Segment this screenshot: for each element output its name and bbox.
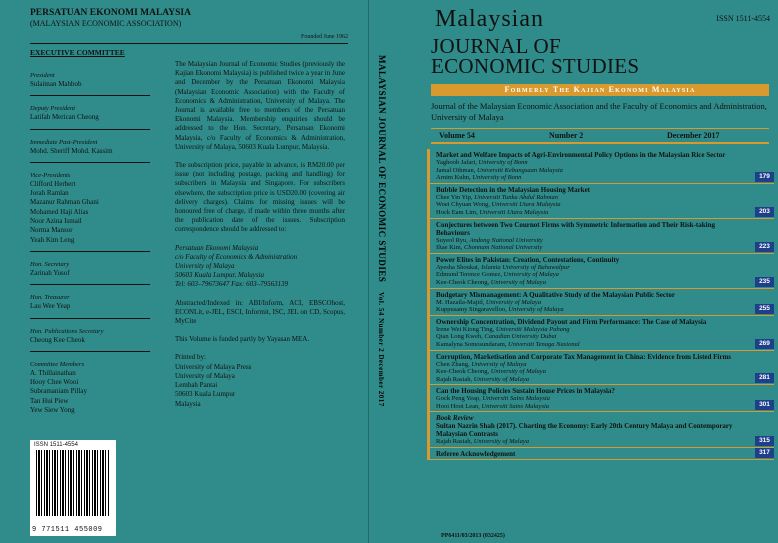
toc-entry (427, 289, 774, 316)
front-cover (401, 0, 778, 543)
committee-divider (30, 351, 150, 352)
barcode-issn: ISSN 1511-4554 (34, 442, 78, 448)
author-affiliation: Universiti Utara Malaysia (491, 201, 561, 209)
author-affiliation: Universiti Sains Malaysia (481, 402, 550, 410)
author-name: Kee-Cheok Cheong, (436, 368, 491, 376)
committee-member: Clifford Herbert (30, 179, 76, 188)
address-line: c/o Faculty of Economics & Administration (175, 252, 298, 261)
printer-line: 50603 Kuala Lumpur (175, 390, 236, 399)
committee-divider (30, 162, 150, 163)
article-author (436, 159, 750, 167)
funding-note: This Volume is funded partly by Yayasan MEA. (175, 335, 310, 344)
committee-divider (30, 318, 150, 319)
page-number: 235 (755, 277, 774, 287)
author-name: Kuppusamy Singaravelloo, (436, 306, 509, 314)
author-affiliation: Universiti Utara Malaysia (479, 208, 549, 216)
committee-role: Hon. Treasurer (30, 294, 70, 302)
printer-info (175, 353, 345, 408)
author-name: Rajah Rasiah, (436, 375, 474, 383)
author-name: Iltae Kim, (436, 244, 464, 252)
page-number: 281 (755, 373, 774, 383)
spine-title: MALAYSIAN JOURNAL OF ECONOMIC STUDIES (377, 55, 387, 283)
author-name: Jamal Othman, (436, 166, 477, 174)
committee-member: Mohd. Sheriff Mohd. Kassim (30, 146, 113, 155)
committee-member: Yew Siew Yong (30, 406, 75, 415)
page-number: 223 (755, 242, 774, 252)
committee-member: Noor Azina Ismail (30, 217, 82, 226)
author-name: Suyeol Ryu, (436, 236, 470, 244)
date: December 2017 (667, 131, 720, 140)
permit-number: PP6411/03/2013 (032425) (441, 533, 505, 539)
printer-line: Lembah Pantai (175, 381, 218, 390)
author-name: Gock Peng Yeap, (436, 395, 483, 403)
author-affiliation: Universiti Tunku Abdul Rahman (474, 193, 558, 201)
toc-entry (427, 351, 774, 386)
committee-role: Immediate Past-President (30, 138, 98, 146)
table-of-contents (427, 149, 774, 460)
author-name: M. Hazaila-Majid, (436, 298, 486, 306)
barcode-number: 9 771511 455009 (32, 526, 103, 534)
committee-divider (30, 95, 150, 96)
article-author (436, 209, 750, 217)
committee-role: Vice-Presidents (30, 171, 71, 179)
masthead-line-2: ECONOMIC STUDIES (431, 54, 640, 78)
article-author (436, 279, 750, 287)
article-title: Market and Welfare Impacts of Agri-Environmental Policy Options in the Malaysian Rice Sector (436, 151, 726, 159)
author-affiliation: Canadian University Dubai (484, 333, 557, 341)
committee-member: Mazanur Rahman Ghani (30, 198, 99, 207)
spine (368, 0, 402, 543)
association-name: PERSATUAN EKONOMI MALAYSIA (30, 8, 191, 18)
committee-member: Norma Mansor (30, 226, 73, 235)
author-name: Kamalyna Somosundaram, (436, 340, 509, 348)
committee-role: Hon. Publications Secretary (30, 327, 104, 335)
formerly-band: Formerly The Kajian Ekonomi Malaysia (431, 84, 769, 96)
author-affiliation: Universiti Tenaga Nasional (508, 340, 580, 348)
address-line: Tel: 603–79673647 Fax: 603–79563139 (175, 280, 289, 289)
author-affiliation: Universiti Sains Malaysia (482, 395, 550, 403)
toc-entry (427, 254, 774, 289)
author-name: Hooi Hooi Lean, (436, 402, 482, 410)
committee-divider (30, 251, 150, 252)
spine-issue: Vol. 54 Number 2 December 2017 (377, 292, 385, 407)
toc-entry (427, 219, 774, 254)
article-author (436, 174, 750, 182)
article-author (436, 376, 750, 384)
page-number: 317 (755, 448, 774, 458)
masthead-malaysian: Malaysian (435, 6, 544, 32)
address-line: 50603 Kuala Lumpur, Malaysia (175, 271, 265, 280)
article-author (436, 264, 750, 272)
article-title: Sultan Nazrin Shah (2017). Charting the Economy: Early 20th Century Malaya and Contemporary Malaysian Contrasts (436, 422, 733, 439)
committee-member: Mohamed Haji Alias (30, 207, 89, 216)
committee-member: A. Thillainathan (30, 368, 76, 377)
printer-line: University of Malaya (175, 371, 235, 380)
author-name: Qian Long Kweh, (436, 333, 485, 341)
page-number: 179 (755, 172, 774, 182)
journal-info (175, 60, 345, 418)
toc-entry (427, 412, 774, 448)
author-name: Chee Yin Yip, (436, 193, 475, 201)
executive-committee (30, 48, 155, 415)
article-author (436, 395, 750, 403)
address-line: University of Malaya (175, 262, 235, 271)
author-affiliation: University of Malaya (490, 368, 546, 376)
volume: Volume 54 (439, 131, 475, 140)
author-affiliation: University of Malaya (503, 271, 559, 279)
article-author (436, 244, 750, 252)
author-name: Rajah Rasiah, (436, 438, 474, 446)
author-name: Arnim Kuhn, (436, 174, 473, 182)
committee-member: Tan Hui Piew (30, 396, 69, 405)
article-title: Conjectures between Two Cournot Firms with Symmetric Information and Their Risk-taking Behaviours (436, 220, 715, 237)
address-line: Persatuan Ekonomi Malaysia (175, 243, 259, 252)
author-affiliation: Universiti Kebangsaan Malaysia (476, 166, 563, 174)
committee-member: Cheong Kee Cheok (30, 335, 85, 344)
author-name: Ayesha Shoukat, (436, 263, 482, 271)
author-name: Woei Chyuan Wong, (436, 201, 492, 209)
author-name: Yaghoob Jafari, (436, 159, 479, 166)
article-title: Corruption, Marketisation and Corporate Tax Management in China: Evidence from Listed Firms (436, 352, 732, 361)
author-affiliation: University of Malaya (490, 278, 546, 286)
back-cover (0, 0, 368, 543)
committee-role: Hon. Secretary (30, 260, 70, 268)
author-affiliation: University of Malaya (473, 375, 529, 383)
association-name-english: (MALAYSIAN ECONOMIC ASSOCIATION) (30, 19, 182, 28)
issue-info (431, 128, 769, 144)
issn: ISSN 1511-4554 (716, 14, 770, 23)
author-affiliation: University of Bonn (478, 159, 528, 166)
committee-member: Yeah Kim Leng (30, 235, 75, 244)
committee-member: Lau Wee Yeap (30, 302, 71, 311)
toc-section-label: Book Review (436, 414, 474, 423)
committee-member: Latifah Merican Cheong (30, 113, 99, 122)
subscription-address (175, 244, 345, 290)
founded-date: Founded June 1962 (301, 34, 348, 40)
article-author (436, 237, 750, 245)
author-name: Hock Eam Lim, (436, 208, 480, 216)
author-affiliation: University of Malaya (508, 306, 564, 314)
author-name: Irene Wei Kiong Ting, (436, 325, 496, 333)
committee-member: Jorah Ramlan (30, 189, 69, 198)
indexing-info: Abstracted/Indexed in: ABI/Inform, ACI, EBSCOhost, ECONLit, e-JEL, ESCI, Informit, ISC, JEL on CD, Scopus, MyCite (175, 298, 345, 326)
author-affiliation: Andong National University (469, 236, 543, 244)
author-name: Kee-Cheok Cheong, (436, 278, 491, 286)
journal-description: The Malaysian Journal of Economic Studies (previously the Kajian Ekonomi Malaysia) is published twice a year in June and December by the Persatuan Ekonomi Malaysia (Malaysian Economic Association) with the Faculty of Economics & Administration, University of Malaya. The Journal is available free to members of the Persatuan Ekonomi Malaysia. Membership enquiries should be addressed to the Hon. Secretary, Persatuan Ekonomi Malaysia, c/o Faculty of Economics & Administration, University of Malaya, 50603 Kuala Lumpur, Malaysia. (175, 60, 345, 151)
article-author (436, 326, 750, 334)
article-author (436, 341, 750, 349)
journal-subtitle: Journal of the Malaysian Economic Association and the Faculty of Economics and Administration, University of Malaya (431, 101, 767, 122)
author-affiliation: University of Malaya (485, 298, 542, 306)
article-author (436, 438, 750, 446)
committee-divider (30, 284, 150, 285)
author-affiliation: Universiti Malaysia Pahang (495, 325, 570, 333)
page-number: 315 (755, 436, 774, 446)
committee-divider (30, 129, 150, 130)
committee-member: Zarinah Yusof (30, 268, 70, 277)
article-author (436, 299, 750, 307)
page-number: 255 (755, 304, 774, 314)
article-author (436, 271, 750, 279)
author-affiliation: University of Malaya (471, 360, 527, 368)
article-author (436, 194, 750, 202)
toc-entry (427, 448, 774, 460)
committee-member: Hooy Chee Wooi (30, 378, 79, 387)
printer-line: Malaysia (175, 399, 201, 408)
association-header (30, 8, 348, 29)
article-title: Power Elites in Pakistan: Creation, Contestations, Continuity (436, 255, 620, 264)
committee-role: President (30, 72, 55, 79)
committee-role: Deputy President (30, 105, 76, 113)
article-author (436, 403, 750, 411)
barcode (30, 440, 116, 536)
article-title: Referee Acknowledgement (436, 450, 516, 459)
author-name: Edmund Terence Gomez, (436, 271, 504, 279)
article-title: Ownership Concentration, Dividend Payout and Firm Performance: The Case of Malaysia (436, 317, 707, 326)
toc-entry (427, 149, 774, 184)
toc-entry (427, 385, 774, 412)
article-author (436, 201, 750, 209)
printer-line: Printed by: (175, 353, 206, 362)
article-title: Budgetary Mismanagement: A Qualitative Study of the Malaysian Public Sector (436, 290, 675, 299)
author-affiliation: Islamia University of Bahawalpur (481, 263, 570, 271)
divider (30, 43, 348, 44)
committee-member: Sulaiman Mahbob (30, 80, 82, 88)
article-author (436, 333, 750, 341)
author-affiliation: Chonnam National University (463, 244, 543, 252)
article-author (436, 306, 750, 314)
article-title: Bubble Detection in the Malaysian Housing Market (436, 185, 591, 194)
author-affiliation: University of Malaya (473, 438, 529, 446)
toc-entry (427, 316, 774, 351)
committee-member: Subramaniam Pillay (30, 387, 87, 396)
committee-heading: EXECUTIVE COMMITTEE (30, 48, 125, 57)
printer-line: University of Malaya Press (175, 362, 252, 371)
page-number: 301 (755, 400, 774, 410)
masthead-title (431, 36, 639, 76)
subscription-info: The subscription price, payable in advance, is RM20.00 per issue (not including postage, packing and handling) for subscribers in Malaysia and Singapore. For subscribers elsewhere, the subscription price is USD20.00 (covering air delivery charges). Claims for missing issues will be honoured free of charge, if made within three months after the publication date of the issues. Subscription correspondence should be addressed to: (175, 161, 345, 234)
article-title: Can the Housing Policies Sustain House Prices in Malaysia? (436, 387, 615, 396)
committee-list (30, 71, 155, 415)
article-author (436, 361, 750, 369)
author-name: Chen Zhang, (436, 360, 472, 368)
number: Number 2 (549, 131, 584, 140)
page-number: 203 (755, 207, 774, 217)
author-affiliation: University of Bonn (472, 174, 522, 182)
barcode-bars (36, 450, 110, 516)
committee-role: Committee Members (30, 360, 84, 368)
masthead-line-1: JOURNAL OF (431, 34, 561, 58)
toc-entry (427, 184, 774, 219)
article-author (436, 167, 750, 175)
page-number: 269 (755, 339, 774, 349)
article-author (436, 368, 750, 376)
